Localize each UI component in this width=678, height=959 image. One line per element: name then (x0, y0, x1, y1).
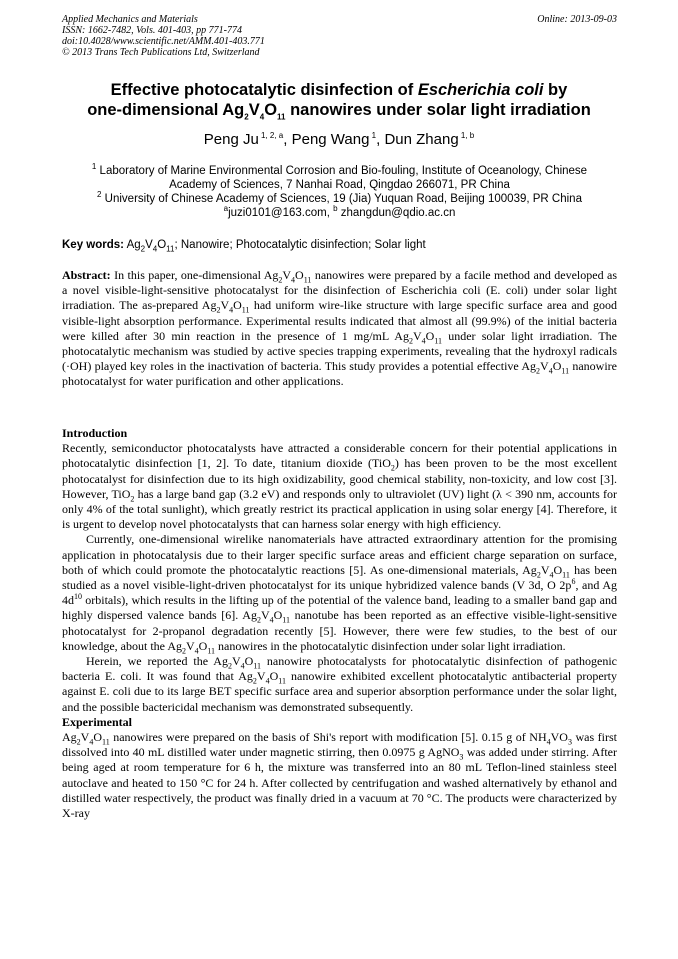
formula-text: Ag (167, 638, 182, 653)
subscript: 3 (459, 752, 464, 762)
formula-text: V (260, 608, 270, 623)
abstract-label: Abstract: (62, 268, 111, 282)
subscript: 2 (216, 305, 221, 315)
subscript: 11 (561, 366, 570, 376)
body-text (62, 426, 617, 821)
experimental-paragraph (62, 730, 617, 821)
subscript: 11 (278, 676, 286, 686)
subscript: 11 (207, 646, 216, 656)
subscript: 2 (252, 676, 257, 686)
text: Recently, semiconductor photocatalysts have attracted a considerable concern for their potential applications in photocatalytic disinfection [1, 2]. To date, titanium dioxide (TiO (62, 441, 617, 471)
text: was first dissolved into 40 mL distilled water under magnetic stirring, then 0.0975 g AgNO (62, 730, 617, 760)
formula-text: O (269, 669, 279, 684)
formula-text: O (295, 268, 304, 282)
abstract (62, 268, 617, 390)
subscript: 2 (130, 494, 135, 504)
subscript: 4 (548, 366, 553, 376)
title-text: one-dimensional Ag (87, 101, 245, 119)
intro-paragraph-3 (62, 654, 617, 715)
formula-text: V (412, 328, 422, 343)
intro-paragraph-2 (62, 532, 617, 654)
subscript: 11 (241, 305, 250, 315)
copyright-line: © 2013 Trans Tech Publications Ltd, Switzerland (62, 47, 260, 58)
email-b: zhangdun@qdio.ac.cn (337, 207, 456, 219)
affil-number: 2 (97, 190, 102, 200)
formula (62, 730, 110, 747)
author-name: Peng Wang (291, 131, 370, 148)
formula (394, 328, 443, 346)
subscript: 11 (282, 615, 290, 625)
text: nanowires in the photocatalytic disinfection under solar light irradiation. (215, 638, 566, 653)
formula-text: Ag (521, 359, 537, 374)
subscript: 2 (256, 615, 261, 625)
subscript: 4 (152, 244, 158, 254)
abstract-text: nanowires were prepared by a facile method and developed as a novel visible-light-sensitive photocatalyst for the disinfection of Escherichia coli (E. coli) under solar light irradiation. The as-prepared (62, 268, 618, 313)
formula-text: V (540, 359, 549, 374)
separator: , (283, 131, 292, 148)
formula-text: V (248, 101, 260, 119)
affiliations (52, 164, 627, 220)
email-a: juzi0101@163.com, (228, 207, 334, 219)
text: VO (550, 730, 568, 745)
subscript: 4 (546, 737, 551, 747)
affil-text: Laboratory of Marine Environmental Corrosion and Bio-fouling, Institute of Oceanology, Chinese (96, 165, 588, 177)
subscript: 11 (303, 275, 312, 285)
abstract-text: nanowire photocatalyst for water purification and other applications. (62, 359, 617, 389)
formula-text: Ag (62, 730, 77, 745)
journal-name: Applied Mechanics and Materials (62, 14, 198, 25)
author-name: Peng Ju (203, 131, 259, 148)
subscript: 4 (240, 661, 245, 671)
affil-text: University of Chinese Academy of Sciences, 19 (Jia) Yuquan Road, Beijing 100039, PR China (101, 193, 582, 205)
formula-text: O (198, 638, 208, 653)
formula-text: O (93, 730, 103, 745)
subscript: 11 (166, 244, 175, 254)
superscript: 10 (74, 592, 82, 602)
text: Currently, one-dimensional wirelike nanomaterials have attracted extraordinary attention for the promising application in photocatalysis due to their larger specific surface areas and efficient charge separation on surface, both of which could promote the photocatalytic reactions [5]. As one-dimensional materials, (62, 532, 617, 577)
author-name: Dun Zhang (384, 131, 459, 148)
formula (242, 608, 290, 625)
formula-text: O (552, 359, 562, 374)
email-marker: b (333, 204, 338, 214)
subscript: 3 (567, 737, 572, 747)
subscript: 2 (181, 646, 186, 656)
title-text: nanowires under solar light irradiation (285, 101, 591, 119)
subscript: 2 (278, 275, 283, 285)
subscript: 11 (277, 112, 286, 122)
formula-text: O (244, 654, 254, 669)
formula-text: V (231, 654, 241, 669)
subscript: 4 (265, 676, 270, 686)
title-text: Effective photocatalytic disinfection of (110, 81, 418, 99)
formula (238, 669, 286, 686)
formula-text: V (282, 268, 292, 282)
text: nanowire exhibited excellent photocatalytic antibacterial property against E. coli due to its large BET specific surface area and superior absorption performance under the solar light, and the possible bactericidal mechanism was demonstrated subsequently. (62, 669, 617, 714)
formula (521, 359, 570, 376)
formula-text: O (264, 101, 278, 119)
author-affil-sup: 1, b (458, 131, 475, 140)
keywords-label: Key words: (62, 239, 124, 251)
subscript: 4 (549, 570, 554, 580)
journal-header (62, 14, 617, 58)
formula (522, 562, 570, 580)
formula-text: Ag (126, 239, 141, 251)
text: orbitals), which results in the lifting up of the potential of the valence band, leading to a smaller band gap and highly dispersed valence bands [6]. (62, 593, 617, 623)
formula-text: O (157, 239, 167, 251)
formula-text: Ag (394, 328, 409, 343)
paper-title (40, 80, 638, 120)
section-heading-introduction: Introduction (62, 426, 128, 440)
intro-paragraph-1 (62, 441, 617, 532)
formula (213, 654, 262, 671)
separator: , (376, 131, 385, 148)
formula (201, 298, 250, 315)
subscript: 2 (140, 244, 146, 254)
superscript: 6 (571, 577, 576, 587)
formula (263, 268, 312, 285)
text: has a large band gap (3.2 eV) and responds only to ultraviolet (UV) light (λ < 390 nm, accounts for only 4% of the total sunlight), which greatly restrict its practical application in using solar energy [4]. Therefore, it is urgent to develop novel photocatalysts that can harness solar energy with high efficiency. (62, 486, 617, 532)
formula-text: Ag (213, 654, 228, 669)
section-heading-experimental: Experimental (62, 714, 132, 729)
text: nanowires were prepared on the basis of Shi's report with modification [5]. 0.15 g of NH (109, 730, 547, 745)
subscript: 4 (291, 275, 296, 285)
formula-text: V (540, 562, 550, 577)
online-date: Online: 2013-09-03 (537, 14, 617, 25)
formula-text: V (145, 239, 153, 251)
text: nanowire photocatalysts for photocatalytic disinfection of pathogenic bacteria E. coli. It was found that (62, 654, 617, 684)
text: was added under stirring. After being aged at room temperature for 6 h, the mixture was transferred into an 80 mL Teflon-lined stainless steel autoclave and heated to 150 °C for 24 h. After collected by centrifugation and washed alternatively by ethanol and distilled water respectively, the product was finally dried in a vacuum at 70 °C. The products were characterized by X-ray (62, 745, 617, 821)
subscript: 2 (244, 112, 249, 122)
formula-text: O (233, 298, 242, 313)
abstract-text: In this paper, one-dimensional (110, 268, 264, 282)
doi-line: doi:10.4028/www.scientific.net/AMM.401-403.771 (62, 36, 265, 47)
author-affil-sup: 1, 2, a (258, 131, 284, 140)
subscript: 2 (408, 336, 413, 346)
author-affil-sup: 1 (369, 131, 377, 140)
formula-text: Ag (238, 669, 253, 684)
subscript: 4 (194, 646, 199, 656)
subscript: 4 (259, 112, 265, 122)
email-marker: a (223, 204, 229, 214)
subscript: 4 (421, 336, 426, 346)
subscript: 2 (536, 570, 541, 580)
text: nanotube has been reported as an effective visible-light-sensitive photocatalyst for 2-propanol degradation recently [5]. However, there were few studies, to the best of our knowledge, about the (62, 608, 617, 653)
subscript: 2 (76, 737, 81, 747)
title-italic-species: Escherichia coli (417, 81, 544, 99)
text: Herein, we reported the (86, 654, 214, 669)
formula-text: Ag (201, 298, 217, 313)
subscript: 11 (562, 570, 570, 580)
formula-text: Ag (242, 608, 257, 623)
formula-text: V (185, 638, 195, 653)
abstract-text: under solar light irradiation. The photocatalytic mechanism was studied by active species trapping experiments, revealing that the hydroxyl radicals (·OH) played key roles in the inactivation of bacteria. This study provides a potential effective (62, 328, 617, 374)
subscript: 2 (390, 463, 395, 473)
abstract-text: had uniform wire-like structure with large specific surface area and good visible-light absorption performance. Experimental results indicated that almost all (99.9%) of the initial bacteria were killed after 30 min reaction in the presence of 1 mg/mL (62, 298, 617, 343)
text: , and Ag 4d (62, 578, 617, 608)
formula-text: V (80, 730, 90, 745)
subscript: 4 (229, 305, 234, 315)
author-list (40, 131, 638, 149)
affil-text: Academy of Sciences, 7 Nanhai Road, Qingdao 266071, PR China (169, 179, 510, 191)
title-text: by (543, 81, 568, 99)
subscript: 4 (269, 615, 274, 625)
issn-line: ISSN: 1662-7482, Vols. 401-403, pp 771-774 (62, 25, 242, 36)
subscript: 11 (434, 336, 443, 346)
subscript: 2 (536, 366, 541, 376)
keywords (62, 238, 617, 252)
formula-text: Ag (263, 268, 279, 282)
text: ) has been proven to be the most excellent photocatalyst for disinfection due to its high oxidizability, good chemical stability, non-toxicity, and low cost [3]. However, TiO (62, 456, 617, 501)
formula-text: V (220, 298, 230, 313)
formula-text: Ag (522, 562, 537, 577)
text: has been studied as a novel visible-light-driven photocatalyst for its unique hybridized valence bands (V 3d, O 2p (62, 562, 617, 593)
subscript: 4 (89, 737, 94, 747)
subscript: 11 (102, 737, 110, 747)
affil-number: 1 (91, 162, 97, 172)
formula (167, 638, 216, 656)
subscript: 11 (253, 661, 262, 671)
formula-text: O (553, 562, 563, 577)
formula-text: O (425, 328, 435, 343)
keywords-text: ; Nanowire; Photocatalytic disinfection; Solar light (174, 239, 426, 251)
formula-text: O (273, 608, 283, 623)
subscript: 2 (227, 661, 232, 671)
formula-text: V (256, 669, 266, 684)
